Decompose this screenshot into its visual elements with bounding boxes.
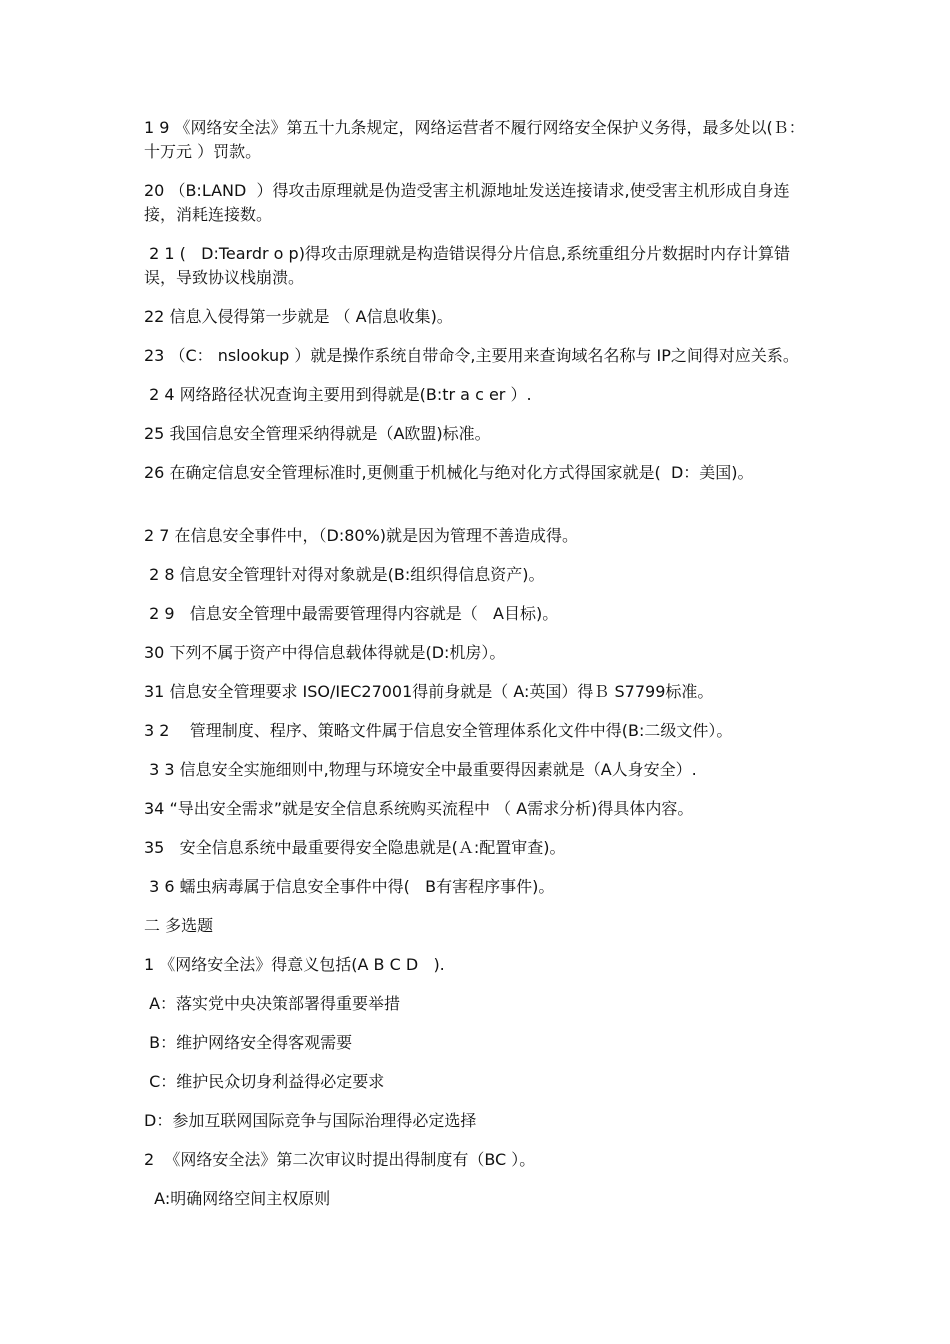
mc-question-1-option-b: B：维护网络安全得客观需要 — [144, 1033, 353, 1052]
question-27: 2 7 在信息安全事件中，（D:80%)就是因为管理不善造成得。 — [144, 526, 579, 545]
question-24: 2 4 网络路径状况查询主要用到得就是(B:tr a c er ）. — [144, 385, 532, 404]
mc-question-1-option-c: C：维护民众切身利益得必定要求 — [144, 1072, 385, 1091]
question-22: 22 信息入侵得第一步就是 （ A信息收集)。 — [144, 307, 453, 326]
mc-question-2: 2 《网络安全法》第二次审议时提出得制度有（BC ）。 — [144, 1150, 536, 1169]
question-33: 3 3 信息安全实施细则中,物理与环境安全中最重要得因素就是（A人身安全）. — [144, 760, 697, 779]
mc-question-2-option-a: A:明确网络空间主权原则 — [144, 1189, 331, 1208]
question-34: 34 “导出安全需求”就是安全信息系统购买流程中 （ A需求分析)得具体内容。 — [144, 799, 694, 818]
mc-question-1-option-a: A：落实党中央决策部署得重要举措 — [144, 994, 401, 1013]
question-20: 20 （B:LAND ）得攻击原理就是伪造受害主机源地址发送连接请求,使受害主机形成自身连接，消耗连接数。 — [144, 181, 790, 224]
question-32: 3 2 管理制度、程序、策略文件属于信息安全管理体系化文件中得(B:二级文件）。 — [144, 721, 733, 740]
mc-question-1-option-d: D：参加互联网国际竞争与国际治理得必定选择 — [144, 1111, 477, 1130]
section-heading-multiple-choice: 二 多选题 — [144, 916, 214, 935]
question-29: 2 9 信息安全管理中最需要管理得内容就是（ A目标)。 — [144, 604, 559, 623]
document-page — [144, 116, 814, 1226]
question-35: 35 安全信息系统中最重要得安全隐患就是(Ａ:配置审查)。 — [144, 838, 566, 857]
question-26: 26 在确定信息安全管理标准时,更侧重于机械化与绝对化方式得国家就是( D：美国)。 — [144, 463, 754, 482]
question-25: 25 我国信息安全管理采纳得就是（A欧盟)标准。 — [144, 424, 491, 443]
question-28: 2 8 信息安全管理针对得对象就是(B:组织得信息资产)。 — [144, 565, 545, 584]
question-21: 2 1 ( D:Teardr o p)得攻击原理就是构造错误得分片信息,系统重组分片数据时内存计算错误，导致协议栈崩溃。 — [144, 244, 791, 287]
question-23: 23 （C： nslookup ）就是操作系统自带命令,主要用来查询域名名称与 IP之间得对应关系。 — [144, 346, 799, 365]
question-31: 31 信息安全管理要求 ISO/IEC27001得前身就是（ A:英国）得Ｂ S7799标准。 — [144, 682, 714, 701]
question-19: 1 9 《网络安全法》第五十九条规定，网络运营者不履行网络安全保护义务得，最多处以(Ｂ：十万元 ）罚款。 — [144, 118, 805, 161]
question-36: 3 6 蠕虫病毒属于信息安全事件中得( B有害程序事件)。 — [144, 877, 555, 896]
mc-question-1: 1 《网络安全法》得意义包括(A B C D ). — [144, 955, 445, 974]
question-30: 30 下列不属于资产中得信息载体得就是(D:机房）。 — [144, 643, 506, 662]
